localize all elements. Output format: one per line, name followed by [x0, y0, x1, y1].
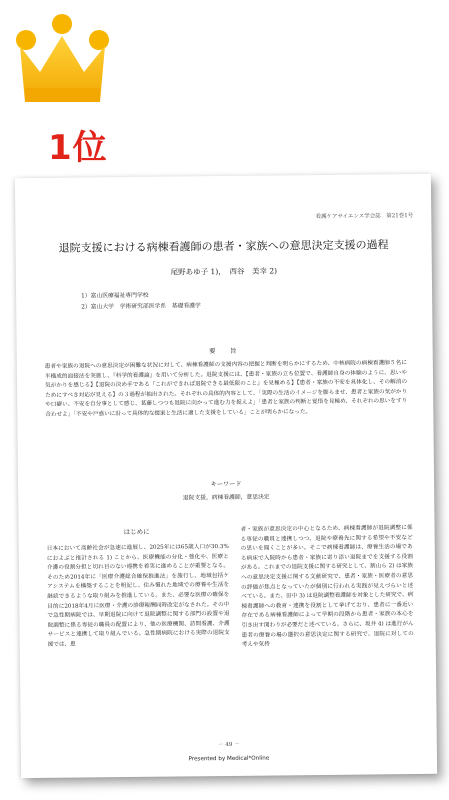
- intro-left-column: 日本において高齢社会が急速に進展し、2025年には65歳人口が30.3%におよぶと推計される 1) ことから、医療機能の分化・強化や、医療と介護の役割分担と切れ目のない連携を着実に進めることが重要となる。そのため2014年に「医療介護総合確保推進法」を施行し、地域包括ケアシステムを構築することを明記し、住み慣れた地域での療養や生活を継続できるような取り組みを推進している。また、必要な医療の確保を目的に2018年4月に医療・介護の診療報酬同時改定がなされた。その中で急性期病院では、早期退院に向けて退院調整に関する部門の設置や退院調整に係る専従の職員の配置により、他の医療機関、訪問看護、介護サービスと連携して取り組んでいる。急性期病院における実際の退院支援では、患: [46, 543, 230, 648]
- paper-authors: 尾野あゆ子 1)， 西谷 美幸 2): [170, 266, 278, 277]
- paper-thumbnail[interactable]: [15, 174, 437, 778]
- keywords-text: 退院支援，病棟看護師，意思決定: [182, 494, 270, 502]
- abstract-heading: 要 旨: [208, 346, 241, 356]
- intro-right-column: 者・家族が意思決定の中心となるため、病棟看護師が退院調整に係る専従の職員と連携しつつ、退院や療養先に関する希望や不安などの思いを聞くことが多い。そこで病棟看護師は、療養生活の場である病床で入院時から患者・家族に寄り添い退院までを支援する役割がある。これまでの退院支援に関する研究として、割山ら 2) は家族への意思決定支援に関する文献研究で、患者・家族・医療者の意思の評価が焦点となっていたが個別に行われる実践が見えづらいと述べている。また、田中 3) は退院調整看護師を対象とした研究で、病棟看護師への教育・連携を役割として挙げており、患者に一番近い存在である病棟看護師によって早期の段階から患者・家族の本心を引き出す関わりが必要だと述べている。さらに、坂井 4) は進行がん患者の療養の場の選択の意思決定に関する研究で、退院に対しての考えや気持: [240, 525, 414, 648]
- presented-by: Presented by Medical*Online: [188, 755, 270, 763]
- affiliations: [81, 290, 201, 313]
- page-number: － 49 －: [217, 741, 240, 749]
- paper-title: 退院支援における病棟看護師の患者・家族への意思決定支援の過程: [58, 238, 389, 255]
- intro-heading: はじめに: [123, 527, 150, 537]
- affiliation-1: 1）富山医療福祉専門学校: [81, 292, 149, 300]
- abstract-text: 患者や家族の退院への意思決定が困難な状況に対して、病棟看護師の支援内容の把握と判断を明らかにするため、中核病院の病棟看護師５名に半構成的面接法を実施し、『科学的看護論』を用いて分析した。退院支援には、【患者・家族の立ち位置で、看護師自身の体験のように、思いや気がかりを感じる】【退院の決め手である『これができれば退院できる最低限のこと』を見極める】【患者・家族の不安を具体化し、その解消のためにすべき対応が見える】の３過程が抽出された。それぞれの具体的内容として、「実際の生活のイメージを膨らませ、患者と家族の気がかりや口癖い、不安を自分事として感じ、葛藤しつつも退院に向かって進む力を捉えよ」「患者と家族の判断と覚悟を見極め、それぞれの思いをすり合わせよ」「不安や戸惑いに沿って具体的な提案と生活に適した支援をしている」ことが明らかになった。: [44, 360, 408, 418]
- journal-name: 看護ケアサイエンス学会誌 第21巻1号: [315, 213, 414, 221]
- keywords-heading: キーワード: [210, 480, 242, 489]
- affiliation-2: 2）富山大学 学術研究部医学系 基礎看護学: [81, 303, 201, 311]
- rank-label: 1位: [48, 128, 108, 168]
- crown-icon: [10, 10, 115, 110]
